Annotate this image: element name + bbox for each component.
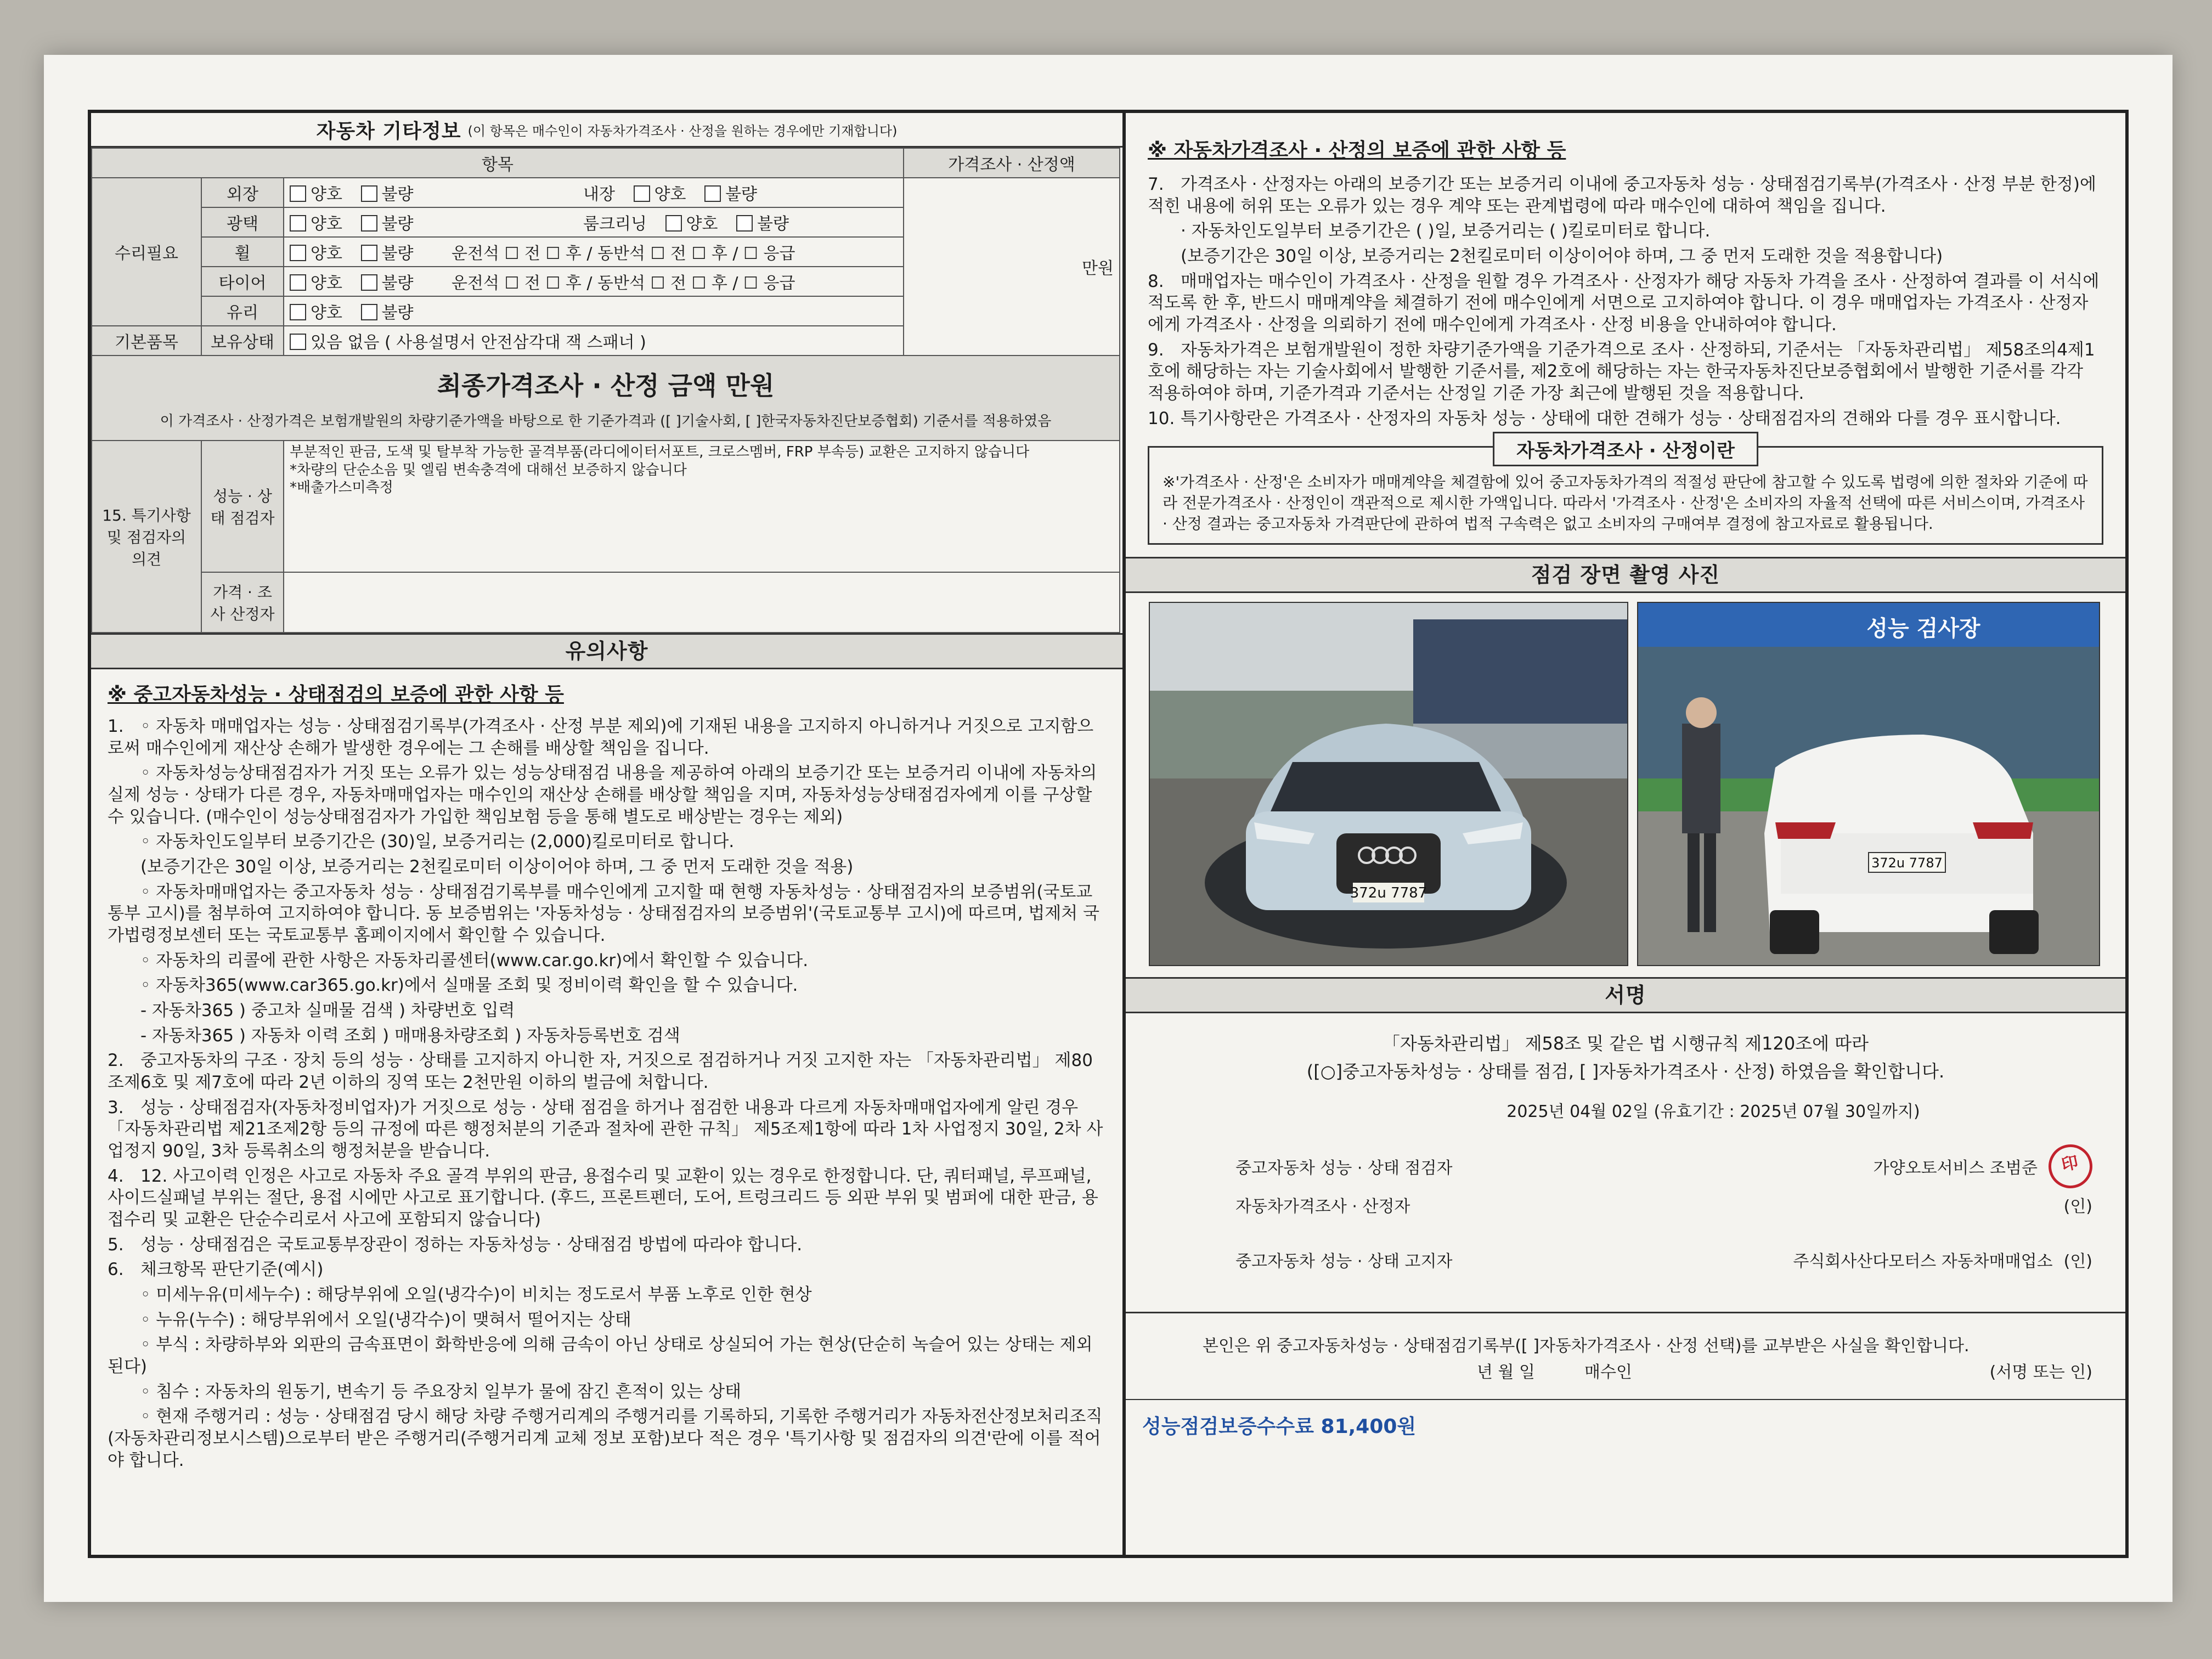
note-text: ◦ 침수 : 자동차의 원동기, 변속기 등 주요장치 일부가 물에 잠긴 흔적이 있는 상태 — [140, 1381, 742, 1402]
warranty-notes — [108, 716, 1106, 1472]
note-text: ◦ 미세누유(미세누수) : 해당부위에 오일(냉각수)이 비치는 정도로서 부품 노후로 인한 현상 — [140, 1285, 812, 1305]
note-text: ◦ 자동차매매업자는 중고자동차 성능 · 상태점검기록부를 매수인에게 고지할 때 현행 자동차성능 · 상태점검자의 보증범위(국토교통부 고시)를 첨부하여 고지하여야 합니다. 동 보증범위는 '자동차성능 · 상태점검자의 보증범위'(국토교통부 고시)에 따르며, 법제처 국가법령정보센터 또는 국토교통부 홈페이지에서 확인할 수 있습니다. — [108, 882, 1099, 946]
appraiser-label: 가격 · 조사 산정자 — [201, 572, 284, 633]
note-item — [108, 763, 1106, 828]
note-item — [108, 1406, 1106, 1471]
price-warranty-notes — [1148, 174, 2103, 430]
note-text: ◦ 현재 주행거리 : 성능 · 상태점검 당시 해당 차량 주행거리계의 주행거리를 기록하되, 기록한 주행거리가 자동차전산정보처리조직(자동차관리정보시스템)으로부터 받은 주행거리(주행거리계 교체 정보 포함)보다 적은 경우 '특기사항 및 점검자의 의견'란에 이를 적어야 합니다. — [108, 1407, 1103, 1470]
note-number: 10. — [1148, 408, 1175, 428]
note-number: 4. — [108, 1166, 124, 1186]
inspection-photo-rear — [1637, 602, 2100, 966]
note-text: ◦ 자동차365(www.car365.go.kr)에서 실매물 조회 및 정비이력 확인을 할 수 있습니다. — [140, 975, 798, 996]
header-item: 항목 — [92, 148, 904, 178]
wheel-position: 운전석 ☐ 전 ☐ 후 / 동반석 ☐ 전 ☐ 후 / ☐ 응급 — [452, 244, 795, 263]
checkbox[interactable] — [290, 185, 306, 202]
signature-name: 가양오토서비스 조범준 — [1873, 1159, 2038, 1178]
note-item — [108, 1310, 1106, 1331]
note-item — [108, 882, 1106, 947]
note-item — [108, 716, 1106, 759]
front-plate: 372u 7787 — [1350, 884, 1427, 901]
car-rear-photo — [1638, 603, 2099, 965]
signature-name: 주식회사산다모터스 자동차매매업소 — [1793, 1252, 2053, 1272]
option-label: 불량 — [381, 244, 414, 263]
special-label: 15. 특기사항 및 점검자의 의견 — [92, 441, 201, 633]
final-price-cell — [92, 356, 1120, 441]
price-unit: 만원 — [1082, 259, 1114, 278]
option-label: 양호 — [311, 303, 342, 323]
note-item — [108, 950, 1106, 972]
checkbox[interactable] — [361, 185, 377, 202]
row-label-possession: 보유상태 — [201, 326, 284, 356]
signature-row — [1235, 1186, 2092, 1224]
left-column — [91, 113, 1122, 1475]
note-text: · 자동차인도일부터 보증기간은 ( )일, 보증거리는 ( )킬로미터로 합니다. — [1181, 221, 1711, 241]
option-label: 불량 — [381, 274, 414, 293]
note-item — [108, 1334, 1106, 1378]
receipt-date: 년 월 일 — [1477, 1363, 1536, 1383]
signature-mark: (인) — [2063, 1252, 2092, 1272]
note-text: ◦ 자동차의 리콜에 관한 사항은 자동차리콜센터(www.car.go.kr)에서 확인할 수 있습니다. — [140, 950, 809, 970]
option-label: 불량 — [725, 185, 758, 204]
note-text: 12. 사고이력 인정은 사고로 자동차 주요 골격 부위의 판금, 용접수리 및 교환이 있는 경우로 한정합니다. 단, 쿼터패널, 루프패널, 사이드실패널 부위는 절단, 용접 시에만 사고로 표기합니다. (후드, 프론트펜더, 도어, 트렁크리드 등 외판 부위 및 범퍼에 대한 판금, 용접수리 및 교환은 단순수리로서 사고에 포함되지 않습니다) — [108, 1166, 1098, 1230]
note-item — [108, 975, 1106, 997]
possession-text: 있음 없음 ( 사용설명서 안전삼각대 잭 스패너 ) — [311, 333, 646, 352]
price-warranty-title: ※ 자동차가격조사 · 산정의 보증에 관한 사항 등 — [1148, 139, 1566, 162]
option-label: 양호 — [311, 244, 342, 263]
shop-sign: 성능 검사장 — [1866, 616, 1980, 641]
what-is-appraisal — [1148, 440, 2103, 544]
note-item — [108, 1166, 1106, 1231]
checkbox[interactable] — [290, 304, 306, 320]
note-item — [1148, 340, 2103, 405]
note-item — [1148, 271, 2103, 336]
note-text: 가격조사 · 산정자는 아래의 보증기간 또는 보증거리 이내에 중고자동차 성능 · 상태점검기록부(가격조사 · 산정 부분 한정)에 적힌 내용에 허위 또는 오류가 있는 경우 계약 또는 관계법령에 따라 매수인에 대하여 책임을 집니다. — [1148, 174, 2096, 216]
opinion-line: *차량의 단순소음 및 엘림 변속충격에 대해선 보증하지 않습니다 — [290, 461, 687, 478]
option-label: 양호 — [311, 215, 342, 234]
note-item — [108, 1381, 1106, 1403]
option-label: 양호 — [311, 274, 342, 293]
checkbox[interactable] — [634, 185, 650, 202]
option-label: 불량 — [381, 215, 414, 234]
note-item — [108, 1097, 1106, 1163]
note-text: - 자동차365 ) 중고차 실매물 검색 ) 차량번호 입력 — [140, 1001, 515, 1021]
receipt-sign-row — [1203, 1359, 2092, 1386]
checkbox[interactable] — [361, 245, 377, 261]
opinion-line: *배출가스미측정 — [290, 479, 393, 496]
note-text: ◦ 자동차인도일부터 보증기간은 (30)일, 보증거리는 (2,000)킬로미터로 합니다. — [140, 832, 735, 852]
note-item — [108, 1259, 1106, 1281]
inspection-fee: 성능점검보증수수료 81,400원 — [1142, 1415, 1417, 1438]
other-info-title: 자동차 기타정보 — [316, 120, 461, 143]
price-cell — [904, 178, 1120, 356]
note-item — [108, 1234, 1106, 1256]
row-gloss — [284, 207, 904, 237]
note-text: 자동차가격은 보험개발원이 정한 차량기준가액을 기준가격으로 조사 · 산정하되, 기준서는 「자동차관리법」 제58조의4제1호에 해당하는 자는 기술사회에서 발행한 기준서를, 제2호에 해당하는 자는 한국자동차진단보증협회에서 발행한 기준서를 각각 적용하여야 하며, 기준가격과 기준서는 산정일 기준 가장 최근에 발행된 것을 적용합니다. — [1148, 340, 2095, 404]
final-price-title: 최종가격조사 · 산정 금액 만원 — [437, 371, 775, 400]
checkbox[interactable] — [290, 334, 306, 350]
checkbox[interactable] — [665, 215, 682, 232]
signature-row — [1235, 1235, 2092, 1284]
header-price: 가격조사 · 산정액 — [904, 148, 1120, 178]
note-text: 성능 · 상태점검자(자동차정비업자)가 거짓으로 성능 · 상태 점검을 하거나 점검한 내용과 다르게 자동차매매업자에게 알린 경우 「자동차관리법 제21조제2항 등의 규정에 따른 행정처분의 기준과 절차에 관한 규칙」 제5조제1항에 따라 1차 사업정지 30일, 2차 사업정지 90일, 3차 등록취소의 행정처분을 받습니다. — [108, 1097, 1103, 1161]
option-label: 불량 — [757, 215, 789, 234]
note-number: 3. — [108, 1097, 124, 1118]
photo-area — [1126, 593, 2125, 977]
note-text: 체크항목 판단기준(예시) — [140, 1260, 324, 1280]
note-number: 8. — [1148, 271, 1164, 291]
fee-section — [1126, 1399, 2125, 1439]
checkbox[interactable] — [361, 215, 377, 232]
other-info-table — [91, 148, 1120, 633]
note-item — [1148, 174, 2103, 217]
row-possession — [284, 326, 904, 356]
row-label-room-cleaning: 룸크리닝 — [583, 215, 647, 234]
signature-role: 중고자동차 성능 · 상태 고지자 — [1235, 1252, 1453, 1272]
row-exterior — [284, 178, 904, 207]
note-text: 중고자동차의 구조 · 장치 등의 성능 · 상태를 고지하지 아니한 자, 거짓으로 점검하거나 거짓 고지한 자는 「자동차관리법」 제80조제6호 및 제7호에 따라 2년 이하의 징역 또는 2천만원 이하의 벌금에 처합니다. — [108, 1051, 1093, 1093]
note-number: 2. — [108, 1051, 124, 1071]
row-label-exterior: 외장 — [201, 178, 284, 207]
note-item — [108, 1000, 1106, 1022]
note-item — [108, 856, 1106, 878]
option-label: 불량 — [381, 303, 414, 323]
checkbox[interactable] — [290, 274, 306, 291]
note-number: 9. — [1148, 340, 1164, 360]
photo-title: 점검 장면 촬영 사진 — [1126, 557, 2125, 593]
note-item — [1148, 221, 2103, 242]
sign-confirm: ([○]중고자동차성능 · 상태를 점검, [ ]자동차가격조사 · 산정) 하였음을 확인합니다. — [1306, 1060, 1945, 1082]
what-title: 자동차가격조사 · 산정이란 — [1493, 432, 1758, 466]
inspector-opinion — [284, 441, 1120, 572]
option-label: 불량 — [381, 185, 414, 204]
checkbox[interactable] — [290, 245, 306, 261]
note-item — [108, 831, 1106, 853]
basic-label: 기본품목 — [92, 326, 201, 356]
note-item — [108, 1284, 1106, 1306]
option-label: 양호 — [654, 185, 686, 204]
seal-stamp: 印 — [2045, 1141, 2097, 1193]
note-item — [108, 1050, 1106, 1093]
sign-title: 서명 — [1126, 977, 2125, 1013]
note-item — [1148, 246, 2103, 268]
tire-position: 운전석 ☐ 전 ☐ 후 / 동반석 ☐ 전 ☐ 후 / ☐ 응급 — [452, 274, 795, 293]
checkbox[interactable] — [704, 185, 721, 202]
opinion-line: 부분적인 판금, 도색 및 탈부착 가능한 골격부품(라디에이터서포트, 크로스멤버, FRP 부속등) 교환은 고지하지 않습니다 — [290, 444, 1030, 460]
final-price-note: 이 가격조사 · 산정가격은 보험개발원의 차량기준가액을 바탕으로 한 기준가격과 ([ ]기술사회, [ ]한국자동차진단보증협회) 기준서를 적용하였음 — [160, 413, 1052, 430]
note-text: 특기사항란은 가격조사 · 산정자의 자동차 성능 · 상태에 대한 견해가 성능 · 상태점검자의 견해와 다를 경우 표시합니다. — [1181, 408, 2061, 428]
checkbox[interactable] — [361, 304, 377, 320]
note-number: 6. — [108, 1260, 124, 1280]
buyer-label: 매수인 — [1584, 1363, 1632, 1383]
note-number: 7. — [1148, 174, 1164, 194]
checkbox[interactable] — [736, 215, 753, 232]
signature-role: 자동차가격조사 · 산정자 — [1235, 1197, 1410, 1217]
row-label-gloss: 광택 — [201, 207, 284, 237]
note-number: 5. — [108, 1234, 124, 1255]
row-label-interior: 내장 — [583, 185, 615, 204]
row-label-wheel: 휠 — [201, 237, 284, 267]
what-text: ※'가격조사 · 산정'은 소비자가 매매계약을 체결함에 있어 중고자동차가격의 적절성 판단에 참고할 수 있도록 법령에 의한 절차와 기준에 따라 전문가격조사 · 산정인이 객관적으로 제시한 가액입니다. 따라서 '가격조사 · 산정'은 소비자의 자율적 선택에 따른 서비스이며, 가격조사 · 산정 결과는 중고자동차 가격판단에 관하여 법적 구속력은 없고 소비자의 구매여부 결정에 참고자료로 활용됩니다. — [1148, 446, 2103, 544]
signature-role: 중고자동차 성능 · 상태 점검자 — [1235, 1159, 1453, 1178]
note-text: - 자동차365 ) 자동차 이력 조회 ) 매매용차량조회 ) 자동차등록번호 검색 — [140, 1025, 680, 1046]
row-label-glass: 유리 — [201, 296, 284, 326]
warranty-title: ※ 중고자동차성능 · 상태점검의 보증에 관한 사항 등 — [108, 684, 564, 706]
signature-block — [1126, 1125, 2125, 1284]
checkbox[interactable] — [361, 274, 377, 291]
note-text: ◦ 자동차 매매업자는 성능 · 상태점검기록부(가격조사 · 산정 부분 제외)에 기재된 내용을 고지하지 아니하거나 거짓으로 고지함으로써 매수인에게 재산상 손해가 발생한 경우에는 그 손해를 배상할 책임을 집니다. — [108, 716, 1094, 758]
row-wheel — [284, 237, 904, 267]
note-text: (보증기간은 30일 이상, 보증거리는 2천킬로미터 이상이어야 하며, 그 중 먼저 도래한 것을 적용합니다) — [1181, 246, 1943, 267]
note-text: ◦ 부식 : 차량하부와 외판의 금속표면이 화학반응에 의해 금속이 아닌 상태로 상실되어 가는 현상(단순히 녹슬어 있는 상태는 제외된다) — [108, 1335, 1093, 1377]
sign-date: 2025년 04월 02일 (유효기간 : 2025년 07월 30일까지) — [1506, 1102, 1920, 1122]
signature-row — [1235, 1147, 2092, 1186]
notice-title: 유의사항 — [91, 633, 1122, 669]
note-text: 성능 · 상태점검은 국토교통부장관이 정하는 자동차성능 · 상태점검 방법에 따라야 합니다. — [140, 1234, 803, 1255]
car-front-photo — [1150, 603, 1627, 965]
note-item — [1148, 408, 2103, 430]
inspector-label: 성능 · 상태 점검자 — [201, 441, 284, 572]
row-glass — [284, 296, 904, 326]
sign-law: 「자동차관리법」 제58조 및 같은 법 시행규칙 제120조에 따라 — [1382, 1032, 1869, 1054]
signature-mark: (인) — [2063, 1197, 2092, 1217]
note-number: 1. — [108, 716, 124, 736]
price-warranty-section — [1126, 113, 2125, 430]
repair-label: 수리필요 — [92, 178, 201, 326]
note-item — [108, 1025, 1106, 1047]
row-tire — [284, 267, 904, 296]
note-text: (보증기간은 30일 이상, 보증거리는 2천킬로미터 이상이어야 하며, 그 중 먼저 도래한 것을 적용) — [140, 857, 854, 877]
receipt-section — [1126, 1312, 2125, 1386]
option-label: 양호 — [311, 185, 342, 204]
notice-body — [91, 669, 1122, 1472]
form-frame — [88, 110, 2129, 1558]
other-info-header — [91, 113, 1122, 148]
option-label: 양호 — [686, 215, 718, 234]
receipt-text: 본인은 위 중고자동차성능 · 상태점검기록부([ ]자동차가격조사 · 산정 선택)를 교부받은 사실을 확인합니다. — [1203, 1336, 1970, 1356]
rear-plate: 372u 7787 — [1871, 855, 1943, 871]
other-info-note: (이 항목은 매수인이 자동차가격조사 · 산정을 원하는 경우에만 기재합니다) — [467, 123, 898, 139]
buyer-sign: (서명 또는 인) — [1989, 1363, 2092, 1383]
note-text: ◦ 누유(누수) : 해당부위에서 오일(냉각수)이 맺혀서 떨어지는 상태 — [140, 1310, 631, 1330]
right-column — [1126, 113, 2125, 1439]
document-sheet — [44, 55, 2172, 1602]
inspection-photo-front — [1149, 602, 1628, 966]
note-text: ◦ 자동차성능상태점검자가 거짓 또는 오류가 있는 성능상태점검 내용을 제공하여 아래의 보증기간 또는 보증거리 이내에 자동차의 실제 성능 · 상태가 다른 경우, 자동차매매업자는 매수인의 재산상 손해를 배상할 책임을 지며, 자동차성능상태점검자에게 이를 구상할 수 있습니다. (매수인이 성능상태점검자가 가입한 책임보험 등을 통해 별도로 배상받는 경우는 제외) — [108, 763, 1097, 827]
appraiser-opinion — [284, 572, 1120, 633]
checkbox[interactable] — [290, 215, 306, 232]
note-text: 매매업자는 매수인이 가격조사 · 산정을 원할 경우 가격조사 · 산정자가 해당 자동차 가격을 조사 · 산정하여 결과를 이 서식에 적도록 한 후, 반드시 매매계약을 체결하기 전에 매수인에게 서면으로 고지하여야 합니다. 이 경우 매매업자는 가격조사 · 산정자에게 가격조사 · 산정을 의뢰하기 전에 매수인에게 가격조사 · 산정 비용을 안내하여야 합니다. — [1148, 271, 2100, 335]
sign-statement — [1126, 1013, 2125, 1125]
row-label-tire: 타이어 — [201, 267, 284, 296]
